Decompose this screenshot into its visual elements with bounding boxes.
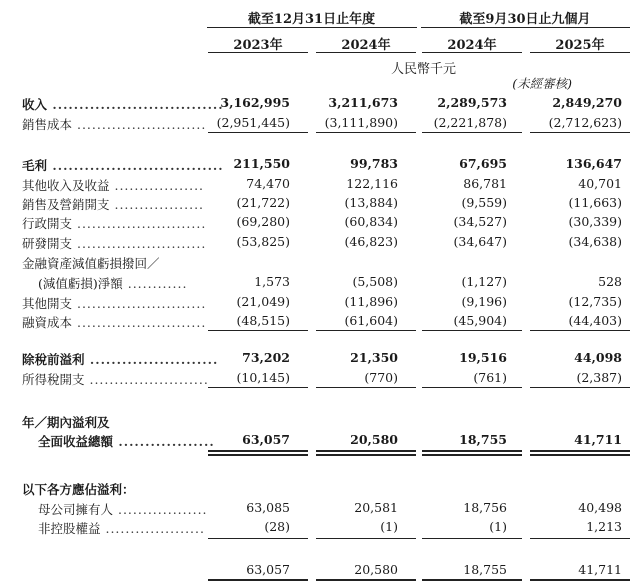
row-label-text: 除稅前溢利 [22, 352, 85, 367]
cell-value: 40,701 [578, 176, 622, 191]
total-rule [422, 132, 522, 133]
cell-value: (12,735) [568, 294, 622, 309]
cell-value: 18,755 [459, 432, 507, 447]
total-rule [530, 387, 630, 388]
cell-value: 1,573 [254, 274, 290, 289]
cell-value: 18,755 [463, 562, 507, 577]
cell-value: 528 [598, 274, 622, 289]
currency-unit: 人民幣千元 [390, 62, 456, 77]
row-label-text: 收入 [22, 97, 48, 112]
cell-value: (10,145) [236, 370, 290, 385]
header-group-fiscal-year: 截至12月31日止年度 [247, 12, 376, 27]
cell-value: 41,711 [574, 432, 622, 447]
row-label-text: 全面收益總額 [38, 434, 114, 449]
cell-value: 3,211,673 [328, 95, 398, 110]
cell-value: (46,823) [344, 234, 398, 249]
cell-value: (34,527) [453, 214, 507, 229]
cell-value: (3,111,890) [324, 115, 398, 130]
cell-value: 21,350 [350, 350, 398, 365]
cell-value: 20,581 [354, 500, 398, 515]
year-rule [208, 52, 308, 53]
leader-dots: ........................ [84, 352, 219, 367]
cell-value: 99,783 [350, 156, 398, 171]
total-rule [316, 454, 416, 456]
header-rule [207, 27, 417, 28]
total-rule [208, 132, 308, 133]
cell-value: (770) [364, 370, 398, 385]
row-label [22, 480, 135, 498]
cell-value: (9,196) [461, 294, 507, 309]
cell-value: 20,580 [354, 562, 398, 577]
total-rule [422, 579, 522, 581]
cell-value: (9,559) [461, 195, 507, 210]
row-label-text: 年／期內溢利及 [22, 415, 110, 430]
cell-value: (761) [473, 370, 507, 385]
cell-value: (69,280) [236, 214, 290, 229]
row-label [22, 413, 110, 431]
cell-value: (45,904) [453, 313, 507, 328]
total-rule [316, 538, 416, 539]
row-label [22, 254, 160, 272]
total-rule [422, 538, 522, 539]
row-label-text: 非控股權益 [38, 521, 101, 536]
year-header: 2024年 [341, 38, 391, 53]
cell-value: (1) [380, 519, 398, 534]
cell-value: 63,057 [242, 432, 290, 447]
leader-dots: .......................... [72, 296, 207, 311]
cell-value: (30,339) [568, 214, 622, 229]
total-rule [422, 387, 522, 388]
cell-value: 74,470 [246, 176, 290, 191]
cell-value: (28) [264, 519, 290, 534]
cell-value: 19,516 [459, 350, 507, 365]
total-rule [316, 387, 416, 388]
cell-value: (11,663) [568, 195, 622, 210]
row-label-text: 金融資產減值虧損撥回／ [22, 256, 160, 271]
total-rule [530, 454, 630, 456]
cell-value: (13,884) [344, 195, 398, 210]
leader-dots: .......................... [72, 236, 207, 251]
total-rule [530, 132, 630, 133]
cell-value: 18,756 [463, 500, 507, 515]
total-rule [208, 538, 308, 539]
year-header: 2023年 [233, 38, 283, 53]
cell-value: (21,722) [236, 195, 290, 210]
year-header: 2024年 [447, 38, 497, 53]
leader-dots: ........................ [84, 372, 209, 387]
total-rule [530, 330, 630, 331]
cell-value: (1,127) [461, 274, 507, 289]
leader-dots: .......................... [72, 216, 207, 231]
cell-value: (53,825) [236, 234, 290, 249]
cell-value: 1,213 [586, 519, 622, 534]
cell-value: (34,647) [453, 234, 507, 249]
cell-value: 122,116 [346, 176, 398, 191]
cell-value: 40,498 [578, 500, 622, 515]
row-label-text: 銷售及營銷開支 [22, 197, 110, 212]
cell-value: 136,647 [565, 156, 622, 171]
total-rule [422, 454, 522, 456]
leader-dots: .................. [109, 197, 205, 212]
total-rule [208, 450, 308, 452]
cell-value: 3,162,995 [220, 95, 290, 110]
total-rule [316, 579, 416, 581]
total-rule [208, 579, 308, 581]
cell-value: (2,951,445) [216, 115, 290, 130]
year-header: 2025年 [555, 38, 605, 53]
cell-value: (1) [489, 519, 507, 534]
row-label-text: 融資成本 [22, 315, 73, 330]
row-label-text: 母公司擁有人 [38, 502, 114, 517]
row-label-text: 其他收入及收益 [22, 178, 110, 193]
cell-value: 211,550 [233, 156, 290, 171]
cell-value: (60,834) [344, 214, 398, 229]
cell-value: (2,221,878) [433, 115, 507, 130]
row-label [38, 274, 187, 292]
leader-dots: ................................ [47, 97, 224, 112]
leader-dots: .......................... [72, 315, 207, 330]
cell-value: (21,049) [236, 294, 290, 309]
leader-dots: ............ [122, 276, 188, 291]
cell-value: 41,711 [578, 562, 622, 577]
row-label-text: 所得稅開支 [22, 372, 85, 387]
row-label-text: 行政開支 [22, 216, 73, 231]
cell-value: 2,849,270 [552, 95, 622, 110]
total-rule [208, 387, 308, 388]
cell-value: (34,638) [568, 234, 622, 249]
row-label-text: 研發開支 [22, 236, 73, 251]
row-label-text: (減值虧損)淨額 [38, 276, 123, 291]
cell-value: (2,387) [576, 370, 622, 385]
cell-value: (11,896) [344, 294, 398, 309]
cell-value: 2,289,573 [437, 95, 507, 110]
leader-dots: .................. [113, 434, 215, 449]
row-label-text: 以下各方應佔溢利： [22, 482, 135, 497]
cell-value: (61,604) [344, 313, 398, 328]
cell-value: (2,712,623) [548, 115, 622, 130]
cell-value: (44,403) [568, 313, 622, 328]
total-rule [316, 330, 416, 331]
total-rule [208, 454, 308, 456]
leader-dots: .......................... [72, 117, 207, 132]
cell-value: 86,781 [463, 176, 507, 191]
total-rule [422, 330, 522, 331]
cell-value: 67,695 [459, 156, 507, 171]
leader-dots: .................... [100, 521, 205, 536]
total-rule [208, 330, 308, 331]
total-rule [316, 132, 416, 133]
total-rule [422, 450, 522, 452]
cell-value: 63,085 [246, 500, 290, 515]
year-rule [316, 52, 416, 53]
leader-dots: ................................ [47, 158, 224, 173]
total-rule [530, 450, 630, 452]
cell-value: 44,098 [574, 350, 622, 365]
total-rule [316, 450, 416, 452]
year-rule [530, 52, 630, 53]
unaudited-note: (未經審核) [512, 76, 572, 91]
cell-value: 73,202 [242, 350, 290, 365]
cell-value: (5,508) [352, 274, 398, 289]
year-rule [422, 52, 522, 53]
row-label-text: 毛利 [22, 158, 48, 173]
header-rule [421, 27, 630, 28]
cell-value: 63,057 [246, 562, 290, 577]
leader-dots: .................. [109, 178, 205, 193]
total-rule [530, 579, 630, 581]
cell-value: 20,580 [350, 432, 398, 447]
header-group-nine-months: 截至9月30日止九個月 [459, 12, 591, 27]
total-rule [530, 538, 630, 539]
cell-value: (48,515) [236, 313, 290, 328]
row-label-text: 銷售成本 [22, 117, 73, 132]
leader-dots: .................. [113, 502, 208, 517]
row-label-text: 其他開支 [22, 296, 73, 311]
